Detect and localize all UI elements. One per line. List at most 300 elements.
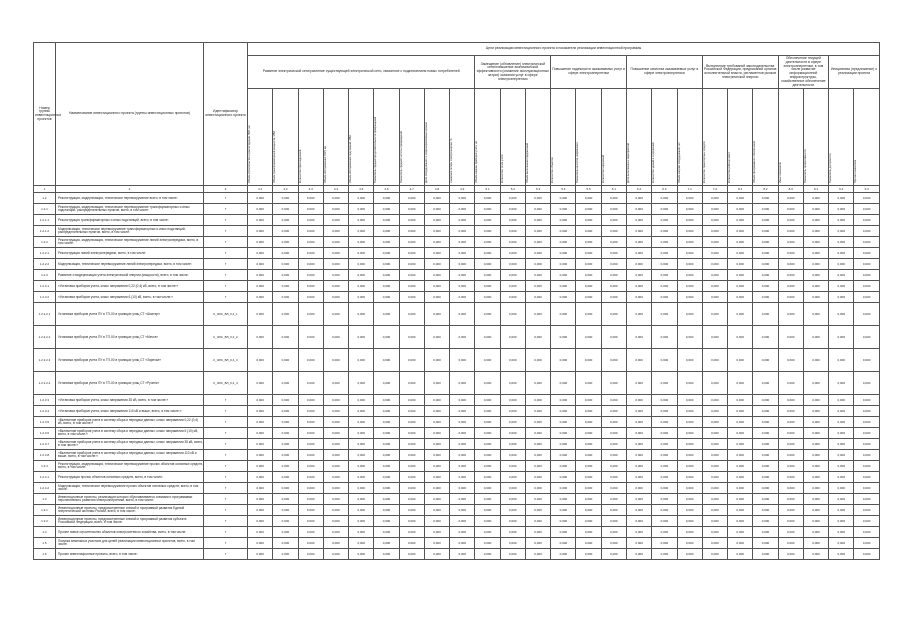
row-value: 0,000 bbox=[475, 461, 500, 472]
row-value: 0,000 bbox=[652, 326, 677, 349]
row-value: 0,000 bbox=[450, 326, 475, 349]
row-project-name: «Установка приборов учета, класс напряжения 6 (10) кВ, всего, в том числе:» bbox=[56, 292, 204, 303]
row-value: 0,000 bbox=[652, 226, 677, 237]
row-value: 0,000 bbox=[374, 428, 399, 439]
row-value: 0,000 bbox=[677, 428, 702, 439]
row-value: 0,000 bbox=[803, 417, 828, 428]
row-number: 1.2.3.2.4 bbox=[34, 372, 56, 395]
row-value: 0,000 bbox=[677, 303, 702, 326]
row-value: 0,000 bbox=[424, 472, 449, 483]
row-value: 0,000 bbox=[349, 428, 374, 439]
row-value: 0,000 bbox=[273, 549, 298, 560]
row-value: 0,000 bbox=[601, 193, 626, 204]
header-group-number: Номер группы инвестиционных проектов bbox=[34, 43, 56, 186]
row-value: 0,000 bbox=[652, 472, 677, 483]
row-value: 0,000 bbox=[298, 428, 323, 439]
row-value: 0,000 bbox=[576, 516, 601, 527]
row-value: 0,000 bbox=[349, 505, 374, 516]
row-value: 0,000 bbox=[273, 406, 298, 417]
row-value: 0,000 bbox=[702, 505, 727, 516]
row-value: 0,000 bbox=[829, 450, 854, 461]
row-value: 0,000 bbox=[652, 237, 677, 248]
row-value: 0,000 bbox=[677, 549, 702, 560]
row-value: 0,000 bbox=[273, 259, 298, 270]
row-value: 0,000 bbox=[273, 505, 298, 516]
row-value: 0,000 bbox=[854, 259, 880, 270]
header-indicator bbox=[778, 89, 803, 186]
row-value: 0,000 bbox=[551, 483, 576, 494]
row-value: 0,000 bbox=[551, 439, 576, 450]
row-project-name: Прочее новое строительство объектов электросетевого хозяйства, всего, в том числе: bbox=[56, 527, 204, 538]
row-value: 0,000 bbox=[778, 215, 803, 226]
row-value: 0,000 bbox=[803, 281, 828, 292]
column-number: 1 bbox=[34, 186, 56, 193]
row-value: 0,000 bbox=[728, 303, 753, 326]
row-value: 0,000 bbox=[424, 204, 449, 215]
row-value: 0,000 bbox=[298, 527, 323, 538]
row-value: 0,000 bbox=[248, 538, 273, 549]
row-value: 0,000 bbox=[728, 428, 753, 439]
row-value: 0,000 bbox=[829, 549, 854, 560]
row-value: 0,000 bbox=[854, 450, 880, 461]
row-value: 0,000 bbox=[298, 349, 323, 372]
row-value: 0,000 bbox=[273, 516, 298, 527]
row-value: 0,000 bbox=[298, 215, 323, 226]
row-value: 0,000 bbox=[273, 204, 298, 215]
row-value: 0,000 bbox=[652, 204, 677, 215]
row-value: 0,000 bbox=[854, 326, 880, 349]
row-number: 1.2 bbox=[34, 193, 56, 204]
row-value: 0,000 bbox=[829, 428, 854, 439]
row-project-name: Инвестиционные проекты, предусмотренные схемой и программой развития Единой энергетической системы России, всего, в том числе: bbox=[56, 505, 204, 516]
row-value: 0,000 bbox=[424, 505, 449, 516]
row-value: 0,000 bbox=[399, 248, 424, 259]
row-value: 0,000 bbox=[323, 483, 348, 494]
row-value: 0,000 bbox=[349, 516, 374, 527]
row-number: 1.4 bbox=[34, 527, 56, 538]
row-value: 0,000 bbox=[803, 406, 828, 417]
row-value: 0,000 bbox=[424, 193, 449, 204]
row-project-id: К_ЭЛС_ВЛ_0,4_2 bbox=[204, 326, 248, 349]
row-value: 0,000 bbox=[500, 281, 525, 292]
column-number: 8.3 bbox=[778, 186, 803, 193]
row-value: 0,000 bbox=[652, 439, 677, 450]
header-indicator bbox=[298, 89, 323, 186]
row-value: 0,000 bbox=[677, 326, 702, 349]
table-row bbox=[34, 505, 880, 516]
row-value: 0,000 bbox=[475, 527, 500, 538]
row-value: 0,000 bbox=[424, 395, 449, 406]
row-value: 0,000 bbox=[753, 292, 778, 303]
row-value: 0,000 bbox=[323, 204, 348, 215]
header-indicator-label: Объем обслуживания подстанций, МВА bbox=[349, 135, 353, 184]
row-value: 0,000 bbox=[677, 248, 702, 259]
row-value: 0,000 bbox=[753, 349, 778, 372]
row-value: 0,000 bbox=[576, 270, 601, 281]
row-value: 0,000 bbox=[525, 226, 550, 237]
row-project-name: Установка приборов учета ПУ в ТП-00 в границах улиц СТ «Заречье» bbox=[56, 349, 204, 372]
column-number-row bbox=[34, 186, 880, 193]
row-value: 0,000 bbox=[728, 372, 753, 395]
row-value: 0,000 bbox=[248, 248, 273, 259]
table-row bbox=[34, 326, 880, 349]
row-value: 0,000 bbox=[374, 505, 399, 516]
column-number: 5.1 bbox=[475, 186, 500, 193]
table-row bbox=[34, 292, 880, 303]
column-number: 4.9 bbox=[450, 186, 475, 193]
row-value: 0,000 bbox=[677, 237, 702, 248]
row-value: 0,000 bbox=[323, 538, 348, 549]
row-value: 0,000 bbox=[399, 193, 424, 204]
row-value: 0,000 bbox=[525, 472, 550, 483]
row-value: 0,000 bbox=[349, 281, 374, 292]
row-value: 0,000 bbox=[399, 395, 424, 406]
row-value: 0,000 bbox=[450, 270, 475, 281]
row-value: 0,000 bbox=[702, 483, 727, 494]
row-value: 0,000 bbox=[248, 237, 273, 248]
row-value: 0,000 bbox=[500, 406, 525, 417]
row-value: 0,000 bbox=[424, 406, 449, 417]
row-value: 0,000 bbox=[829, 215, 854, 226]
row-value: 0,000 bbox=[576, 226, 601, 237]
table-row bbox=[34, 527, 880, 538]
row-value: 0,000 bbox=[753, 461, 778, 472]
row-value: 0,000 bbox=[273, 461, 298, 472]
row-value: 0,000 bbox=[601, 549, 626, 560]
header-goals-group: Цели реализации инвестиционного проекта и показатели реализации инвестиционной программы bbox=[248, 43, 880, 56]
row-value: 0,000 bbox=[424, 527, 449, 538]
row-value: 0,000 bbox=[702, 527, 727, 538]
table-row bbox=[34, 237, 880, 248]
row-value: 0,000 bbox=[424, 292, 449, 303]
row-value: 0,000 bbox=[601, 527, 626, 538]
row-project-name: «Установка приборов учета, класс напряжения 0,22 (0,4) кВ, всего, в том числе:» bbox=[56, 281, 204, 292]
header-indicator-label: Показатель эффективности bbox=[803, 149, 807, 184]
row-value: 0,000 bbox=[323, 349, 348, 372]
row-value: 0,000 bbox=[525, 516, 550, 527]
row-value: 0,000 bbox=[753, 428, 778, 439]
table-row bbox=[34, 204, 880, 215]
row-value: 0,000 bbox=[323, 281, 348, 292]
row-value: 0,000 bbox=[273, 428, 298, 439]
row-value: 0,000 bbox=[399, 292, 424, 303]
row-value: 0,000 bbox=[475, 406, 500, 417]
row-value: 0,000 bbox=[399, 461, 424, 472]
row-value: 0,000 bbox=[424, 303, 449, 326]
row-project-id: Г bbox=[204, 292, 248, 303]
header-indicator bbox=[854, 89, 880, 186]
row-value: 0,000 bbox=[728, 461, 753, 472]
row-project-name: Реконструкция трансформаторных и иных подстанций, всего, в том числе: bbox=[56, 215, 204, 226]
table-row bbox=[34, 494, 880, 505]
row-value: 0,000 bbox=[753, 226, 778, 237]
row-value: 0,000 bbox=[652, 505, 677, 516]
row-value: 0,000 bbox=[298, 494, 323, 505]
row-value: 0,000 bbox=[525, 395, 550, 406]
row-project-id: Г bbox=[204, 417, 248, 428]
row-value: 0,000 bbox=[576, 349, 601, 372]
row-value: 0,000 bbox=[778, 193, 803, 204]
row-value: 0,000 bbox=[652, 538, 677, 549]
row-value: 0,000 bbox=[778, 516, 803, 527]
row-value: 0,000 bbox=[803, 204, 828, 215]
header-project-id: Идентификатор инвестиционного проекта bbox=[204, 43, 248, 186]
row-value: 0,000 bbox=[551, 193, 576, 204]
header-indicator bbox=[349, 89, 374, 186]
row-project-id: Г bbox=[204, 193, 248, 204]
row-value: 0,000 bbox=[551, 281, 576, 292]
row-value: 0,000 bbox=[298, 248, 323, 259]
header-indicator-label: Количество нарушений bbox=[601, 155, 605, 184]
row-number: 1.2.4.2 bbox=[34, 483, 56, 494]
row-value: 0,000 bbox=[551, 538, 576, 549]
row-value: 0,000 bbox=[576, 372, 601, 395]
row-number: 1.2.3.6 bbox=[34, 428, 56, 439]
row-value: 0,000 bbox=[626, 204, 651, 215]
row-value: 0,000 bbox=[248, 204, 273, 215]
row-value: 0,000 bbox=[500, 303, 525, 326]
column-number: 8.2 bbox=[753, 186, 778, 193]
row-value: 0,000 bbox=[652, 450, 677, 461]
row-value: 0,000 bbox=[551, 516, 576, 527]
row-value: 0,000 bbox=[652, 417, 677, 428]
row-value: 0,000 bbox=[525, 483, 550, 494]
row-project-id: Г bbox=[204, 248, 248, 259]
row-value: 0,000 bbox=[475, 417, 500, 428]
row-value: 0,000 bbox=[349, 349, 374, 372]
row-value: 0,000 bbox=[601, 226, 626, 237]
header-indicator-label: Объем строительства и реконструкции ЛЭП, км bbox=[248, 125, 251, 184]
header-indicator bbox=[601, 89, 626, 186]
row-value: 0,000 bbox=[525, 215, 550, 226]
row-value: 0,000 bbox=[778, 303, 803, 326]
row-value: 0,000 bbox=[601, 428, 626, 439]
row-value: 0,000 bbox=[349, 215, 374, 226]
row-value: 0,000 bbox=[399, 549, 424, 560]
row-value: 0,000 bbox=[273, 193, 298, 204]
row-value: 0,000 bbox=[525, 248, 550, 259]
row-project-id: Г bbox=[204, 281, 248, 292]
row-project-name: Прочие инвестиционные проекты, всего, в том числе: bbox=[56, 549, 204, 560]
row-value: 0,000 bbox=[753, 326, 778, 349]
row-value: 0,000 bbox=[500, 516, 525, 527]
row-value: 0,000 bbox=[374, 226, 399, 237]
row-value: 0,000 bbox=[525, 417, 550, 428]
row-value: 0,000 bbox=[323, 215, 348, 226]
row-value: 0,000 bbox=[576, 450, 601, 461]
header-indicator-label: Прочие показатели bbox=[854, 160, 858, 184]
row-project-id: Г bbox=[204, 505, 248, 516]
row-value: 0,000 bbox=[652, 406, 677, 417]
row-value: 0,000 bbox=[349, 226, 374, 237]
row-value: 0,000 bbox=[323, 326, 348, 349]
row-number: 1.2.3.3 bbox=[34, 395, 56, 406]
row-value: 0,000 bbox=[349, 292, 374, 303]
row-value: 0,000 bbox=[399, 406, 424, 417]
row-value: 0,000 bbox=[551, 450, 576, 461]
row-value: 0,000 bbox=[450, 395, 475, 406]
row-value: 0,000 bbox=[374, 326, 399, 349]
row-value: 0,000 bbox=[601, 461, 626, 472]
row-value: 0,000 bbox=[803, 483, 828, 494]
table-row bbox=[34, 226, 880, 237]
row-value: 0,000 bbox=[475, 193, 500, 204]
row-value: 0,000 bbox=[475, 303, 500, 326]
column-number: 4.5 bbox=[349, 186, 374, 193]
row-project-id: Г bbox=[204, 204, 248, 215]
row-value: 0,000 bbox=[273, 417, 298, 428]
row-value: 0,000 bbox=[652, 303, 677, 326]
row-value: 0,000 bbox=[753, 259, 778, 270]
row-value: 0,000 bbox=[854, 505, 880, 516]
row-number: 1.2.2 bbox=[34, 237, 56, 248]
row-value: 0,000 bbox=[424, 248, 449, 259]
row-value: 0,000 bbox=[626, 549, 651, 560]
header-indicator-label: Показатель доступности bbox=[829, 153, 833, 184]
row-value: 0,000 bbox=[601, 248, 626, 259]
row-value: 0,000 bbox=[323, 527, 348, 538]
row-value: 0,000 bbox=[500, 461, 525, 472]
row-value: 0,000 bbox=[525, 326, 550, 349]
row-value: 0,000 bbox=[273, 226, 298, 237]
row-value: 0,000 bbox=[349, 395, 374, 406]
row-value: 0,000 bbox=[323, 259, 348, 270]
row-value: 0,000 bbox=[298, 450, 323, 461]
row-number: 1.2.3.2.2 bbox=[34, 326, 56, 349]
table-row bbox=[34, 215, 880, 226]
row-value: 0,000 bbox=[753, 450, 778, 461]
row-value: 0,000 bbox=[298, 281, 323, 292]
row-value: 0,000 bbox=[778, 549, 803, 560]
row-value: 0,000 bbox=[450, 461, 475, 472]
row-value: 0,000 bbox=[298, 516, 323, 527]
header-indicator bbox=[829, 89, 854, 186]
header-indicator-label: Количество объектов bbox=[551, 157, 555, 184]
row-value: 0,000 bbox=[475, 226, 500, 237]
row-value: 0,000 bbox=[829, 281, 854, 292]
row-number: 1.2.3.1 bbox=[34, 281, 56, 292]
row-value: 0,000 bbox=[475, 505, 500, 516]
row-value: 0,000 bbox=[728, 193, 753, 204]
table-row bbox=[34, 372, 880, 395]
row-project-id: Г bbox=[204, 226, 248, 237]
row-value: 0,000 bbox=[248, 505, 273, 516]
row-value: 0,000 bbox=[753, 237, 778, 248]
row-value: 0,000 bbox=[374, 204, 399, 215]
row-value: 0,000 bbox=[349, 270, 374, 281]
row-value: 0,000 bbox=[829, 494, 854, 505]
row-project-name: Реконструкция, модернизация, техническое перевооружение трансформаторных и иных подстанций, распределительных пунктов, всего, в том числе: bbox=[56, 204, 204, 215]
column-number: 6.1 bbox=[601, 186, 626, 193]
row-value: 0,000 bbox=[854, 516, 880, 527]
row-value: 0,000 bbox=[551, 406, 576, 417]
row-value: 0,000 bbox=[298, 461, 323, 472]
row-value: 0,000 bbox=[576, 494, 601, 505]
row-value: 0,000 bbox=[753, 372, 778, 395]
row-value: 0,000 bbox=[273, 472, 298, 483]
row-value: 0,000 bbox=[298, 259, 323, 270]
row-value: 0,000 bbox=[248, 215, 273, 226]
row-value: 0,000 bbox=[500, 237, 525, 248]
row-value: 0,000 bbox=[601, 237, 626, 248]
row-value: 0,000 bbox=[803, 237, 828, 248]
row-value: 0,000 bbox=[677, 461, 702, 472]
row-value: 0,000 bbox=[450, 483, 475, 494]
row-value: 0,000 bbox=[450, 215, 475, 226]
row-number: 1.6 bbox=[34, 549, 56, 560]
row-value: 0,000 bbox=[399, 483, 424, 494]
row-value: 0,000 bbox=[500, 527, 525, 538]
row-value: 0,000 bbox=[803, 259, 828, 270]
row-value: 0,000 bbox=[349, 483, 374, 494]
row-value: 0,000 bbox=[778, 439, 803, 450]
row-project-name: «Включение приборов учета в систему сбора и передачи данных, класс напряжения 35 кВ, всего, в том числе:» bbox=[56, 439, 204, 450]
row-value: 0,000 bbox=[374, 461, 399, 472]
row-value: 0,000 bbox=[248, 527, 273, 538]
table-row bbox=[34, 516, 880, 527]
row-value: 0,000 bbox=[753, 215, 778, 226]
row-value: 0,000 bbox=[778, 226, 803, 237]
row-value: 0,000 bbox=[803, 349, 828, 372]
row-value: 0,000 bbox=[829, 472, 854, 483]
row-value: 0,000 bbox=[626, 292, 651, 303]
row-value: 0,000 bbox=[854, 439, 880, 450]
row-value: 0,000 bbox=[500, 292, 525, 303]
row-value: 0,000 bbox=[374, 281, 399, 292]
row-value: 0,000 bbox=[626, 461, 651, 472]
row-value: 0,000 bbox=[829, 237, 854, 248]
row-value: 0,000 bbox=[728, 406, 753, 417]
row-number: 1.2.3.7 bbox=[34, 439, 56, 450]
header-indicator bbox=[702, 89, 727, 186]
row-value: 0,000 bbox=[500, 428, 525, 439]
column-number: 4.8 bbox=[424, 186, 449, 193]
row-project-id: Г bbox=[204, 472, 248, 483]
row-value: 0,000 bbox=[273, 270, 298, 281]
row-value: 0,000 bbox=[424, 270, 449, 281]
row-value: 0,000 bbox=[500, 349, 525, 372]
investment-program-table-sheet bbox=[33, 42, 879, 560]
row-value: 0,000 bbox=[323, 516, 348, 527]
column-number: 5.3 bbox=[525, 186, 550, 193]
row-project-name: Инвестиционные проекты, реализация которых обуславливается схемами и программами перспективного развития электроэнергетики, всего, в том числе: bbox=[56, 494, 204, 505]
row-value: 0,000 bbox=[551, 428, 576, 439]
row-project-name: Реконструкция, модернизация, техническое перевооружение прочих объектов основных средств, всего, в том числе: bbox=[56, 461, 204, 472]
row-value: 0,000 bbox=[702, 226, 727, 237]
row-value: 0,000 bbox=[450, 259, 475, 270]
row-value: 0,000 bbox=[778, 270, 803, 281]
row-value: 0,000 bbox=[525, 505, 550, 516]
row-value: 0,000 bbox=[374, 439, 399, 450]
row-value: 0,000 bbox=[298, 226, 323, 237]
row-value: 0,000 bbox=[298, 549, 323, 560]
row-value: 0,000 bbox=[576, 292, 601, 303]
row-value: 0,000 bbox=[399, 372, 424, 395]
row-value: 0,000 bbox=[525, 204, 550, 215]
row-value: 0,000 bbox=[702, 193, 727, 204]
row-value: 0,000 bbox=[626, 516, 651, 527]
row-value: 0,000 bbox=[829, 303, 854, 326]
row-value: 0,000 bbox=[803, 326, 828, 349]
header-indicator-label: Количество точек учета bbox=[500, 154, 504, 184]
row-value: 0,000 bbox=[273, 237, 298, 248]
column-number: 8.1 bbox=[728, 186, 753, 193]
row-value: 0,000 bbox=[576, 326, 601, 349]
row-value: 0,000 bbox=[728, 549, 753, 560]
row-value: 0,000 bbox=[399, 450, 424, 461]
row-value: 0,000 bbox=[728, 292, 753, 303]
row-value: 0,000 bbox=[450, 303, 475, 326]
